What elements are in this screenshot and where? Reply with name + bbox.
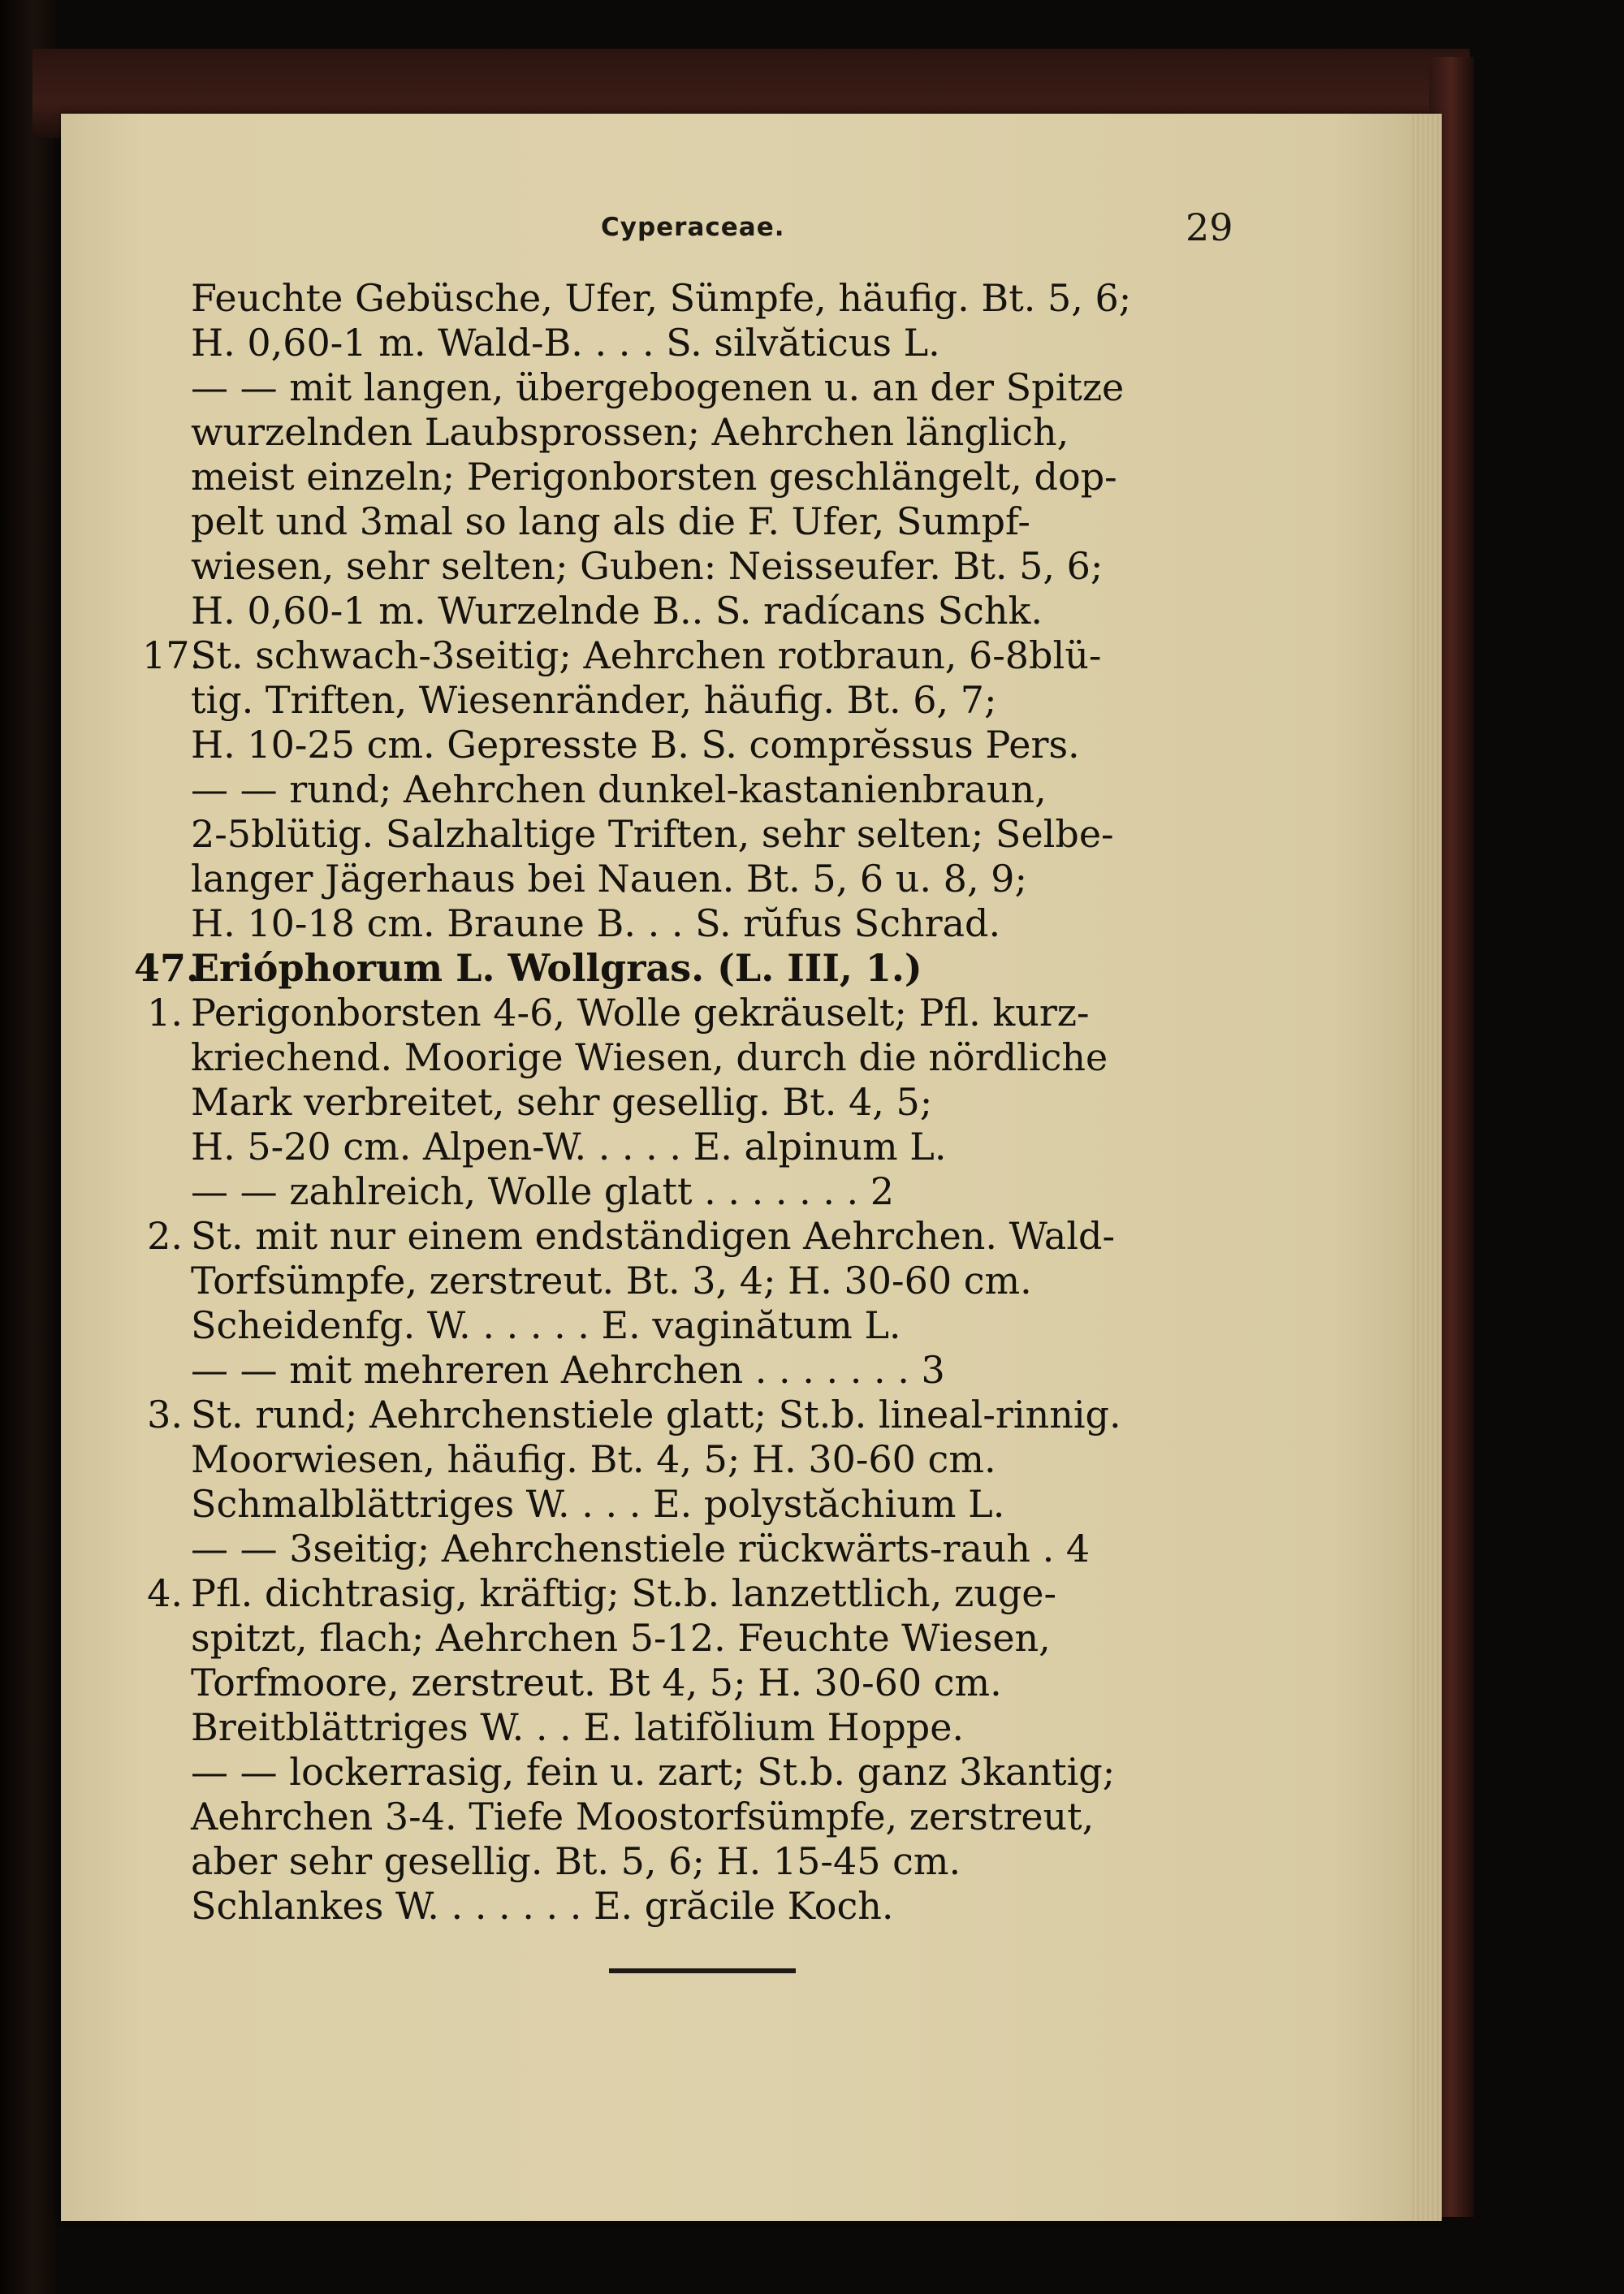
line-text: meist einzeln; Perigonborsten geschlängelt, dop- <box>191 455 1117 499</box>
text-line <box>191 1482 1246 1527</box>
line-text: Feuchte Gebüsche, Ufer, Sümpfe, häufig. Bt. 5, 6; <box>191 276 1132 320</box>
text-line <box>191 365 1246 410</box>
text-line <box>134 946 1246 991</box>
line-text: Scheidenfg. W. . . . . . E. vaginătum L. <box>191 1303 901 1347</box>
line-text: Moorwiesen, häufig. Bt. 4, 5; H. 30-60 cm. <box>191 1437 996 1481</box>
line-text: Schlankes W. . . . . . . E. grăcile Koch. <box>191 1884 894 1928</box>
text-line <box>147 1393 1246 1437</box>
text-line <box>191 410 1246 455</box>
line-number: 1. <box>147 991 183 1035</box>
line-text: St. mit nur einem endständigen Aehrchen. Wald- <box>191 1214 1116 1258</box>
text-line <box>147 1571 1246 1616</box>
text-line <box>191 1035 1246 1080</box>
text-line <box>191 544 1246 589</box>
text-line <box>191 767 1246 812</box>
running-head: Cyperaceae. <box>601 213 785 242</box>
line-text: — — 3seitig; Aehrchenstiele rückwärts-rauh . 4 <box>191 1527 1091 1570</box>
text-line <box>147 991 1246 1035</box>
line-number: 17. <box>142 633 202 677</box>
page-stack-edge <box>1411 114 1442 2221</box>
text-line <box>191 812 1246 857</box>
text-line <box>147 1214 1246 1259</box>
line-text: — — mit mehreren Aehrchen . . . . . . . 3 <box>191 1348 945 1392</box>
line-text: Pfl. dichtrasig, kräftig; St.b. lanzettlich, zuge- <box>191 1571 1057 1615</box>
text-line <box>191 1169 1246 1214</box>
line-text: — — rund; Aehrchen dunkel-kastanienbraun, <box>191 767 1047 811</box>
line-text: H. 0,60-1 m. Wurzelnde B.. S. radícans Schk. <box>191 589 1043 633</box>
line-number: 4. <box>147 1571 183 1615</box>
line-text: pelt und 3mal so lang als die F. Ufer, Sumpf- <box>191 499 1030 543</box>
text-line <box>191 499 1246 544</box>
text-line <box>191 1527 1246 1571</box>
text-line <box>191 1125 1246 1169</box>
text-line <box>191 1705 1246 1750</box>
book-spine <box>0 0 57 2294</box>
text-line <box>191 1080 1246 1125</box>
text-line <box>191 1884 1246 1929</box>
text-line <box>191 1303 1246 1348</box>
line-number: 3. <box>147 1393 183 1436</box>
line-text: H. 5-20 cm. Alpen-W. . . . . E. alpinum L. <box>191 1125 947 1169</box>
text-line <box>191 589 1246 633</box>
line-text: H. 10-25 cm. Gepresste B. S. comprĕssus Pers. <box>191 723 1080 767</box>
line-number: 2. <box>147 1214 183 1258</box>
text-line <box>191 1661 1246 1705</box>
text-line <box>191 1616 1246 1661</box>
line-text: Torfsümpfe, zerstreut. Bt. 3, 4; H. 30-60 cm. <box>191 1259 1032 1303</box>
text-line <box>191 901 1246 946</box>
body-text <box>134 276 1246 1929</box>
text-line <box>191 321 1246 365</box>
text-line <box>191 1839 1246 1884</box>
line-text: H. 10-18 cm. Braune B. . . S. rŭfus Schrad. <box>191 901 1001 945</box>
line-text: Aehrchen 3-4. Tiefe Moostorfsümpfe, zerstreut, <box>191 1795 1095 1838</box>
line-text: — — mit langen, übergebogenen u. an der Spitze <box>191 365 1125 409</box>
line-text: Perigonborsten 4-6, Wolle gekräuselt; Pfl. kurz- <box>191 991 1090 1035</box>
text-line <box>191 1795 1246 1839</box>
line-text: aber sehr gesellig. Bt. 5, 6; H. 15-45 cm. <box>191 1839 961 1883</box>
line-text: Mark verbreitet, sehr gesellig. Bt. 4, 5; <box>191 1080 933 1124</box>
line-text: spitzt, flach; Aehrchen 5-12. Feuchte Wiesen, <box>191 1616 1051 1660</box>
line-number: 47. <box>134 946 200 990</box>
line-text: — — lockerrasig, fein u. zart; St.b. ganz 3kantig; <box>191 1750 1116 1794</box>
line-text: wurzelnden Laubsprossen; Aehrchen länglich, <box>191 410 1069 454</box>
line-text: wiesen, sehr selten; Guben: Neisseufer. Bt. 5, 6; <box>191 544 1104 588</box>
text-line <box>191 1437 1246 1482</box>
text-line <box>191 678 1246 723</box>
line-text: H. 0,60-1 m. Wald-B. . . . S. silvăticus L. <box>191 321 940 365</box>
text-line <box>191 723 1246 767</box>
text-line <box>191 1750 1246 1795</box>
line-text: Erióphorum L. Wollgras. (L. III, 1.) <box>191 946 922 990</box>
text-line <box>191 1259 1246 1303</box>
end-rule <box>609 1968 796 1973</box>
line-text: St. rund; Aehrchenstiele glatt; St.b. lineal-rinnig. <box>191 1393 1121 1436</box>
line-text: St. schwach-3seitig; Aehrchen rotbraun, 6-8blü- <box>191 633 1102 677</box>
line-text: kriechend. Moorige Wiesen, durch die nördliche <box>191 1035 1108 1079</box>
line-text: — — zahlreich, Wolle glatt . . . . . . . 2 <box>191 1169 895 1213</box>
text-line <box>191 857 1246 901</box>
text-line <box>142 633 1246 678</box>
line-text: tig. Triften, Wiesenränder, häufig. Bt. 6, 7; <box>191 678 997 722</box>
text-line <box>191 276 1246 321</box>
page-number: 29 <box>1186 205 1233 249</box>
line-text: langer Jägerhaus bei Nauen. Bt. 5, 6 u. 8, 9; <box>191 857 1027 901</box>
text-line <box>191 455 1246 499</box>
line-text: 2-5blütig. Salzhaltige Triften, sehr selten; Selbe- <box>191 812 1114 856</box>
line-text: Schmalblättriges W. . . . E. polystăchium L. <box>191 1482 1005 1526</box>
line-text: Torfmoore, zerstreut. Bt 4, 5; H. 30-60 cm. <box>191 1661 1002 1704</box>
text-line <box>191 1348 1246 1393</box>
line-text: Breitblättriges W. . . E. latifŏlium Hoppe. <box>191 1705 965 1749</box>
